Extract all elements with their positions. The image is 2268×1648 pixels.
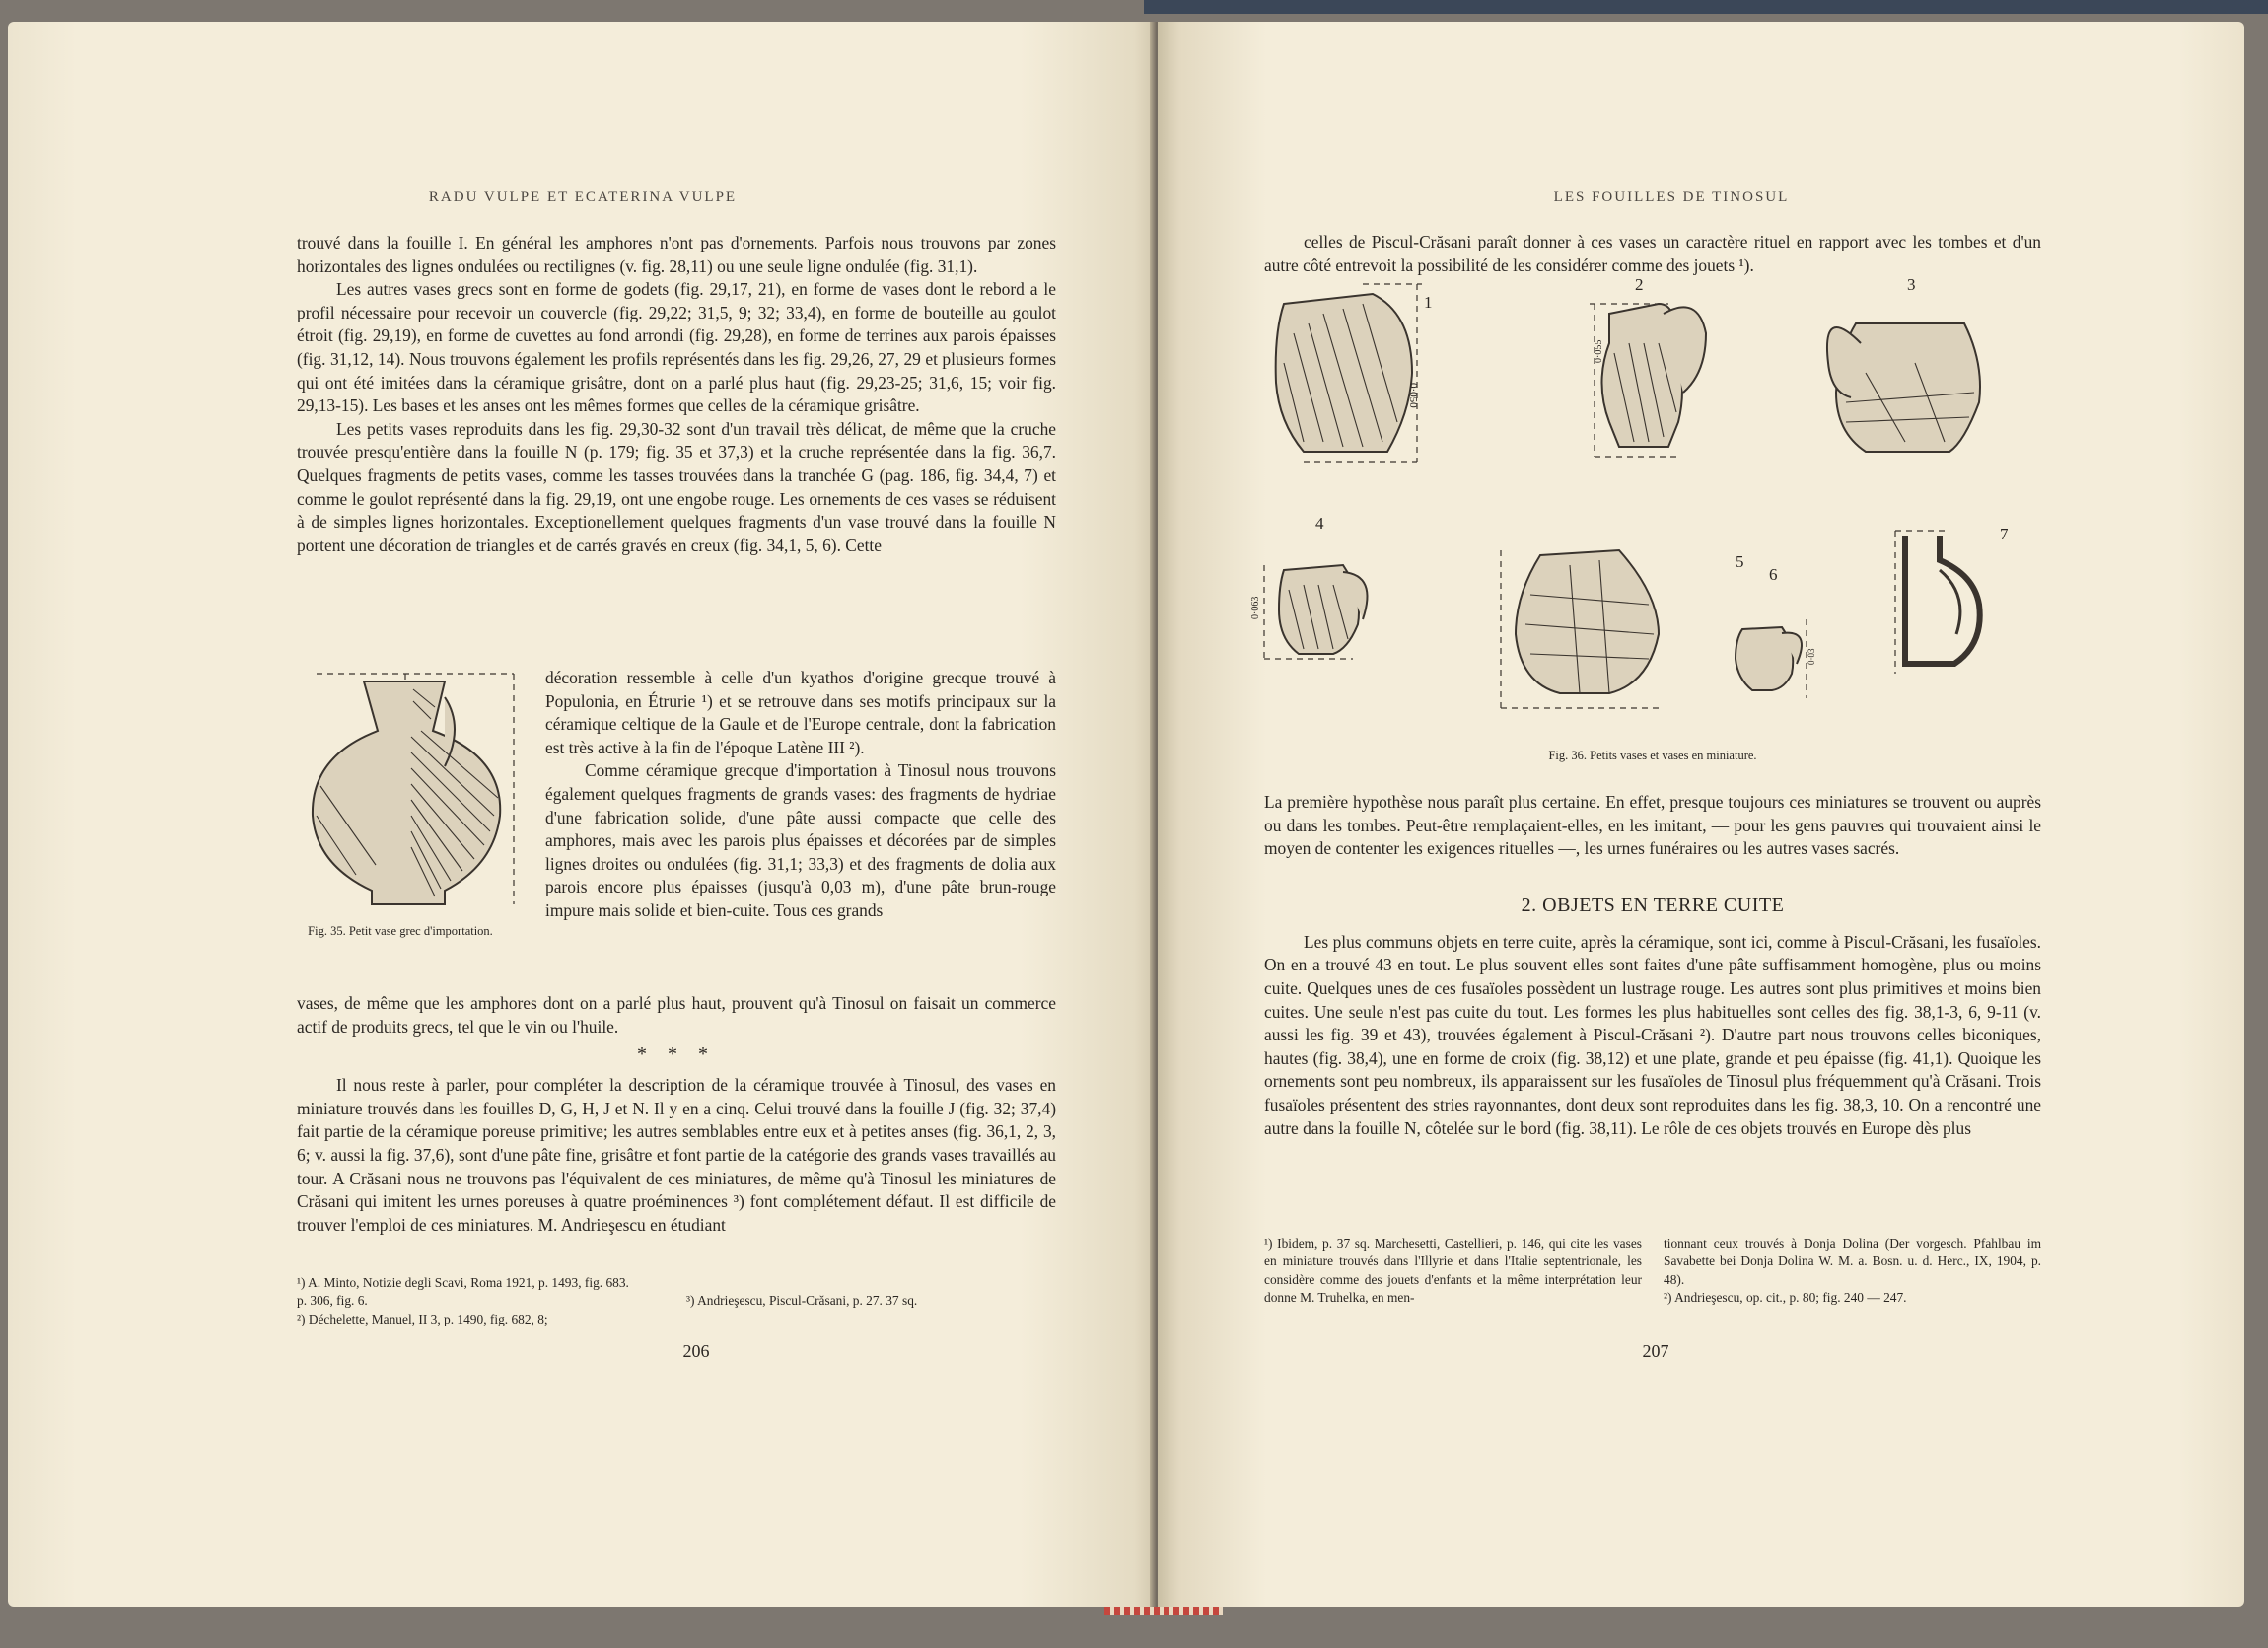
page-number-right: 207 bbox=[1642, 1341, 1669, 1361]
figure-number: 5 bbox=[1736, 552, 1744, 571]
paragraph: vases, de même que les amphores dont on a parlé plus haut, prouvent qu'à Tinosul on faisait un commerce actif de produits grecs, tel que le vin ou l'huile. bbox=[297, 993, 1056, 1037]
running-head-right: LES FOUILLES DE TINOSUL bbox=[1553, 189, 1790, 205]
paragraph: Comme céramique grecque d'importation à Tinosul nous trouvons également quelques fragments de grands vases: des fragments de hydriae d'une fabrication solide, d'une pâte aussi compacte que celle des amphores, mais avec les parois plus épaisses et décorées par de simples lignes droites ou ondulées (fig. 31,1; 33,3) et des fragments de dolia aux parois encore plus épaisses (jusqu'à 0,03 m), d'une pâte brun-rouge impure mais solide et bien-cuite. Tous ces grands bbox=[545, 760, 1056, 920]
paragraph: Il nous reste à parler, pour compléter la description de la céramique trouvée à Tinosul, des vases en miniature trouvés dans les fouilles D, G, H, J et N. Il y en a cinq. Celui trouvé dans la fouille J (fig. 32; 37,4) fait partie de la céramique poreuse primitive; les autres semblables entre eux et à petites anses (fig. 36,1, 2, 3, 6; v. aussi la fig. 37,6), sont d'une pâte fine, grisâtre et font partie de la catégorie des grands vases travaillés au tour. A Crăsani nous ne trouvons pas l'équivalent de ces miniatures, de même qu'à Tinosul les miniatures de Crăsani qui imitent les urnes poreuses à quatre proéminences ³) font complétement défaut. Il est difficile de trouver l'emploi de ces miniatures. M. Andrieşescu en étudiant bbox=[297, 1075, 1056, 1235]
right-footnotes bbox=[1264, 1235, 2041, 1308]
vase-2-drawing bbox=[1590, 275, 1706, 457]
vase-6-drawing bbox=[1736, 565, 1816, 698]
page-number-left: 206 bbox=[682, 1341, 710, 1361]
scale-label: 0·063 bbox=[1250, 596, 1261, 619]
right-text-top bbox=[1264, 231, 2041, 277]
footnote: ¹) Ibidem, p. 37 sq. Marchesetti, Castellieri, p. 146, qui cite les vases en miniature trouvés dans l'Illyrie et dans l'Italie septentrionale, les considère comme des jouets d'enfants et la même interprétation leur donne M. Truhelka, en men- bbox=[1264, 1236, 1642, 1306]
paragraph: décoration ressemble à celle d'un kyathos d'origine grecque trouvé à Populonia, en Étrurie ¹) et se retrouve dans ses motifs principaux sur la céramique celtique de la Gaule et de l'Europe centrale, dont la fabrication est très active à la fin de l'époque Latène III ²). bbox=[545, 668, 1056, 757]
footnote: ¹) A. Minto, Notizie degli Scavi, Roma 1921, p. 1493, fig. 683. bbox=[297, 1275, 629, 1290]
paragraph: Les petits vases reproduits dans les fig. 29,30-32 sont d'un travail très délicat, de même que la cruche trouvée presqu'entière dans la fouille N (p. 179; fig. 35 et 37,3) et la cruche représentée dans la fig. 36,7. Quelques fragments de petits vases, comme les tasses trouvées dans la tranchée G (pag. 186, fig. 34,4, 7) et comme le goulot représenté dans la fig. 29,19, ont une engobe rouge. Les ornements de ces vases se réduisent à de simples lignes horizontales. Exceptionellement quelques fragments d'un vase trouvé dans la fouille N portent une décoration de triangles et de carrés gravés en creux (fig. 34,1, 5, 6). Cette bbox=[297, 418, 1056, 555]
section-heading: 2. OBJETS EN TERRE CUITE bbox=[1521, 894, 1785, 916]
footnote: ³) Andrieşescu, Piscul-Crăsani, p. 27. 37 sq. bbox=[686, 1293, 918, 1308]
footnote: ²) Andrieşescu, op. cit., p. 80; fig. 240 — 247. bbox=[1664, 1290, 1907, 1306]
paragraph: Les plus communs objets en terre cuite, après la céramique, sont ici, comme à Piscul-Crăsani, les fusaïoles. On en a trouvé 43 en tout. Le plus souvent elles sont faites d'une pâte suffisamment homogène, plus ou moins cuite. Quelques unes de ces fusaïoles possèdent un lustrage rouge. Les autres sont plus primitives et moins bien cuites. Une seule n'est pas cuite du tout. Les formes les plus habituelles sont celles des fig. 38,1-3, 6, 9-11 (v. aussi les fig. 39 et 43), trouvées également à Piscul-Crăsani ²). D'autre part nous trouvons celles biconiques, hautes (fig. 38,4), une en forme de croix (fig. 38,12) et une plate, grande et peu épaisse (fig. 41,1). Quoique les ornements sont peu nombreux, ils apparaissent sur les fusaïoles de Tinosul plus fréquemment qu'à Crăsani. Trois fusaïoles présentent des stries rayonnantes, dont deux sont reproduites dans les fig. 38,3, 10. On a rencontré une autre dans la fouille N, côtelée sur le bord (fig. 38,11). Le rôle de ces objets trouvés en Europe dès plus bbox=[1264, 931, 2041, 1138]
figure-36 bbox=[1250, 274, 2041, 767]
footnote: p. 306, fig. 6. bbox=[297, 1293, 368, 1309]
left-footnotes bbox=[297, 1274, 1056, 1328]
paragraph: celles de Piscul-Crăsani paraît donner à ces vases un caractère rituel en rapport avec les tombes et d'un autre côté entrevoit la possibilité de les considérer comme des jouets ¹). bbox=[1264, 232, 2041, 275]
scale-label: 0·03 bbox=[1807, 648, 1816, 665]
right-page bbox=[1158, 22, 2244, 1607]
figure-number: 1 bbox=[1424, 293, 1433, 312]
vase-3-drawing bbox=[1827, 275, 1980, 452]
figure-number: 4 bbox=[1315, 514, 1324, 533]
scale-label: 0·050 bbox=[1407, 383, 1419, 408]
figure-number: 3 bbox=[1907, 275, 1916, 294]
left-page bbox=[8, 22, 1158, 1607]
vase-1-drawing bbox=[1276, 284, 1433, 462]
left-wrap-text bbox=[545, 667, 1056, 923]
vase-4-drawing bbox=[1250, 514, 1368, 659]
figure-36-vases-drawing bbox=[1250, 274, 2041, 767]
figure-36-caption: Fig. 36. Petits vases et vases en miniature. bbox=[1548, 749, 1757, 762]
paragraph: trouvé dans la fouille I. En général les amphores n'ont pas d'ornements. Parfois nous trouvons par zones horizontales des lignes ondulées ou rectilignes (v. fig. 28,11) ou une seule ligne ondulée (fig. 31,1). bbox=[297, 233, 1056, 276]
footnote: ²) Déchelette, Manuel, II 3, p. 1490, fig. 682, 8; bbox=[297, 1311, 548, 1326]
right-text-middle bbox=[1264, 791, 2041, 1140]
running-head-left: RADU VULPE ET ECATERINA VULPE bbox=[428, 189, 738, 205]
left-text-bottom bbox=[297, 992, 1056, 1237]
section-separator: * * * bbox=[637, 1043, 716, 1066]
figure-35 bbox=[297, 668, 526, 940]
vase-5-drawing bbox=[1501, 550, 1744, 708]
footnote: tionnant ceux trouvés à Donja Dolina (Der vorgesch. Pfahlbau im Savabette bei Donja Dolina W. M. a. Bosn. u. d. Herc., IX, 1904, p. 48). bbox=[1664, 1236, 2041, 1287]
figure-number: 7 bbox=[2000, 525, 2009, 543]
left-text-top bbox=[297, 232, 1056, 557]
figure-35-vase-drawing bbox=[297, 668, 526, 914]
figure-number: 2 bbox=[1635, 275, 1644, 294]
figure-number: 6 bbox=[1769, 565, 1778, 584]
paragraph: La première hypothèse nous paraît plus certaine. En effet, presque toujours ces miniatures se trouvent ou auprès ou dans les tombes. Peut-être remplaçaient-elles, en les imitant, — pour les gens pauvres qui trouvaient ainsi le moyen de contenter les exigences rituelles —, les urnes funéraires ou les autres vases sacrés. bbox=[1264, 792, 2041, 859]
vase-7-drawing bbox=[1895, 525, 2009, 674]
paragraph: Les autres vases grecs sont en forme de godets (fig. 29,17, 21), en forme de vases dont le rebord a le profil nécessaire pour recevoir un couvercle (fig. 29,22; 31,5, 9; 32; 33,4), en forme de bouteille au goulot étroit (fig. 29,19), en forme de cuvettes au fond arrondi (fig. 29,28), en forme de terrines aux parois épaisses (fig. 31,12, 14). Nous trouvons également les profils représentés dans les fig. 29,26, 27, 29 et plusieurs formes qui ont été imitées dans la céramique grisâtre, dont on a parlé plus haut (fig. 29,23-25; 31,6, 15; voir fig. 29,13-15). Les bases et les anses ont les mêmes formes que celles de la céramique grisâtre. bbox=[297, 279, 1056, 416]
figure-35-caption: Fig. 35. Petit vase grec d'importation. bbox=[308, 924, 493, 938]
scale-label: 0·055 bbox=[1594, 339, 1604, 363]
